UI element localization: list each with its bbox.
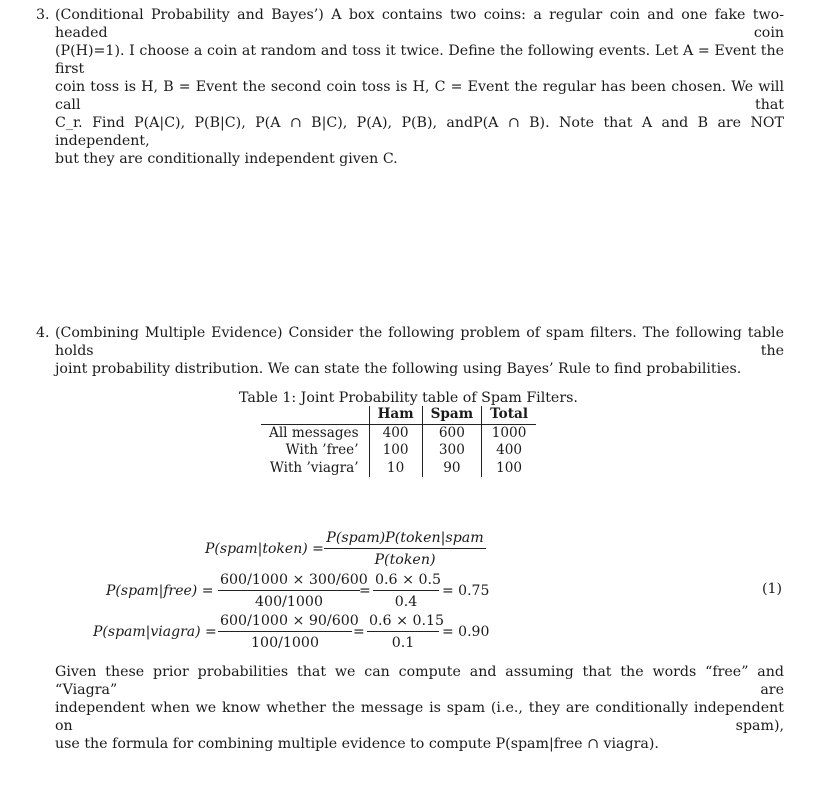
viagra-lhs: P(spam|viagra) = (93, 624, 217, 640)
problem-3-number: 3. (36, 7, 50, 23)
viagra-equals: = (353, 624, 365, 640)
free-numerator-2: 0.6 × 0.5 (373, 571, 439, 591)
cell-ham: 400 (369, 424, 422, 442)
table-row (261, 460, 536, 478)
problem-3-text (55, 6, 784, 168)
free-denominator: 400/1000 (255, 594, 323, 610)
cell-spam: 300 (422, 442, 482, 460)
table-caption: Table 1: Joint Probability table of Spam Filters. (239, 390, 578, 406)
cell-total: 400 (496, 442, 523, 458)
problem-3 (36, 6, 784, 168)
bayes-lhs: P(spam|token) = (205, 541, 324, 557)
cell-spam: 600 (422, 424, 482, 442)
table-header: Spam (422, 406, 482, 424)
problem-4-closing (36, 663, 784, 753)
cell-ham: 100 (369, 442, 422, 460)
problem-4-number: 4. (36, 325, 50, 341)
row-label: With ’free’ (261, 442, 369, 460)
free-numerator: 600/1000 × 300/600 (218, 571, 360, 591)
problem-4-closing-text (55, 663, 784, 753)
problem-3-line: coin toss is H, B = Event the second coin toss is H, C = Event the regular has been chosen. We will call that (55, 79, 784, 113)
problem-3-line: (P(H)=1). I choose a coin at random and toss it twice. Define the following events. Let A = Event the first (55, 43, 784, 77)
free-fraction-2 (373, 571, 442, 611)
viagra-fraction-2 (367, 612, 445, 652)
closing-line: independent when we know whether the message is spam (i.e., they are conditionally independent on spam), (55, 700, 784, 734)
bayes-denominator: P(token) (374, 552, 436, 568)
joint-probability-table (261, 406, 536, 477)
free-lhs: P(spam|free) = (106, 583, 214, 599)
viagra-numerator-2: 0.6 × 0.15 (367, 612, 439, 632)
free-denominator-2: 0.4 (394, 594, 418, 610)
cell-ham: 10 (369, 460, 422, 478)
closing-line: Given these prior probabilities that we can compute and assuming that the words “free” and “Viagra” are (55, 664, 784, 698)
problem-3-line: but they are conditionally independent given C. (55, 151, 398, 167)
cell-total: 1000 (491, 424, 527, 441)
cell-spam: 90 (422, 460, 482, 478)
table-header: Ham (369, 406, 422, 424)
bayes-numerator: P(spam)P(token|spam (324, 529, 486, 549)
table-row (261, 442, 536, 460)
problem-4-line: (Combining Multiple Evidence) Consider the following problem of spam filters. The following table holds the (55, 325, 784, 359)
free-equals: = (359, 583, 371, 599)
row-label: All messages (261, 424, 369, 442)
problem-4-intro (55, 324, 784, 378)
free-result: = 0.75 (442, 583, 490, 599)
problem-3-line: C_r. Find P(A|C), P(B|C), P(A ∩ B|C), P(A), P(B), andP(A ∩ B). Note that A and B are NOT independent, (55, 115, 784, 149)
viagra-numerator: 600/1000 × 90/600 (218, 612, 352, 632)
closing-line: use the formula for combining multiple evidence to compute P(spam|free ∩ viagra). (55, 736, 659, 752)
table-row (261, 424, 536, 442)
table-corner (261, 406, 369, 424)
row-label: With ’viagra’ (261, 460, 369, 478)
problem-4-line: joint probability distribution. We can state the following using Bayes’ Rule to find probabilities. (55, 361, 742, 377)
viagra-denominator-2: 0.1 (391, 635, 415, 651)
problem-3-line: (Conditional Probability and Bayes’) A box contains two coins: a regular coin and one fake two-headed coin (55, 7, 784, 41)
problem-4 (36, 324, 784, 378)
viagra-result: = 0.90 (442, 624, 490, 640)
cell-total: 100 (496, 459, 523, 476)
viagra-denominator: 100/1000 (251, 635, 319, 651)
free-fraction-1 (218, 571, 368, 611)
table-header: Total (482, 406, 536, 424)
bayes-fraction (324, 529, 486, 569)
viagra-fraction-1 (218, 612, 359, 652)
equation-number: (1) (762, 581, 783, 597)
